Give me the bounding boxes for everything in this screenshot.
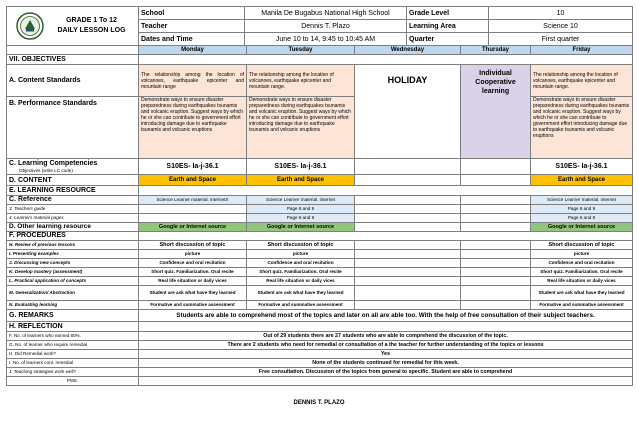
- procedure-discussing-tuesday: Confidence and oral recitation: [247, 259, 355, 268]
- competency-blank-wednesday: [355, 159, 461, 175]
- dates-label: Dates and Time: [139, 33, 245, 46]
- procedure-label-evaluating: N. Evaluating learning: [7, 301, 139, 310]
- performance-standards-friday: Demonstrate ways to ensure disaster preparedness during earthquakes tsunamis and volcanic eruption. Suggest ways by which he or she can contribute to government effort introducing damage due to earthquake tsunamis and volcanic eruptions: [531, 97, 633, 159]
- teacher-value: Dennis T. Plazo: [245, 20, 407, 33]
- day-header-blank: [7, 46, 139, 55]
- procedure-discussing-friday: Confidence and oral recitation: [531, 259, 633, 268]
- reference-friday: Science Learner material. internet: [531, 196, 633, 205]
- teachers-guide-tuesday: Page 6 and 9: [247, 205, 355, 214]
- content-blank-wednesday: [355, 175, 461, 186]
- dates-value: June 10 to 14, 9:45 to 10:45 AM: [245, 33, 407, 46]
- day-tuesday: Tuesday: [247, 46, 355, 55]
- procedure-mastery-monday: Short quiz. Familiarization. Oral recite: [139, 268, 247, 277]
- content-standards-label: A. Content Standards: [7, 65, 139, 97]
- competencies-sublabel: Objectives (write LC code): [19, 167, 73, 173]
- reflection-pms-text: [139, 377, 633, 386]
- teachers-guide-blank-thursday: [461, 205, 531, 214]
- objectives-heading: VII. OBJECTIVES: [7, 55, 139, 65]
- competencies-label: C. Learning Competencies: [9, 159, 98, 167]
- school-seal-icon: [15, 11, 45, 41]
- content-blank-thursday: [461, 175, 531, 186]
- learners-material-friday: Page 6 and 9: [531, 214, 633, 223]
- reference-blank-thursday: [461, 196, 531, 205]
- lesson-table: [6, 45, 633, 386]
- procedure-label-mastery: K. Develop mastery (assessment): [7, 268, 139, 277]
- procedure-generalization-friday: Student are ask what have they learned: [531, 286, 633, 301]
- procedure-generalization-blank-wednesday: [355, 286, 461, 301]
- procedure-label-discussing: J. Discussing new concepts: [7, 259, 139, 268]
- procedure-examples-blank-wednesday: [355, 250, 461, 259]
- day-friday: Friday: [531, 46, 633, 55]
- procedure-label-application: L. Practical application of concepts: [7, 277, 139, 286]
- procedure-evaluating-friday: Formative and summative assessment: [531, 301, 633, 310]
- procedure-evaluating-blank-thursday: [461, 301, 531, 310]
- learners-material-blank-thursday: [461, 214, 531, 223]
- remarks-label: G. REMARKS: [7, 310, 139, 322]
- reference-label: C. Reference: [7, 196, 139, 205]
- procedure-mastery-blank-wednesday: [355, 268, 461, 277]
- competency-code-friday: S10ES- Ia-j-36.1: [531, 159, 633, 175]
- teachers-guide-friday: Page 6 and 9: [531, 205, 633, 214]
- reflection-label-continued: I. No. of learners cont. remedial: [7, 359, 139, 368]
- procedure-examples-tuesday: picture: [247, 250, 355, 259]
- holiday-cell: [355, 65, 461, 159]
- learning-resource-label: E. LEARNING RESOURCE: [7, 186, 139, 196]
- grade-level-label: Grade Level: [407, 7, 489, 20]
- reflection-label-remedial: G. No. of learner who require remedial: [7, 341, 139, 350]
- header-table: [6, 6, 633, 46]
- thursday-activity-cell: [461, 65, 531, 159]
- procedure-application-monday: Real life situation or daily vices: [139, 277, 247, 286]
- procedure-application-blank-thursday: [461, 277, 531, 286]
- content-standards-tuesday: The relationship among the location of volcanoes, earthquake epicenter and mountain range.: [247, 65, 355, 97]
- other-resource-tuesday: Google or Internet source: [247, 223, 355, 232]
- procedure-evaluating-tuesday: Formative and summative assessment: [247, 301, 355, 310]
- reflection-label-80: F. No. of learners who earned 80%.: [7, 332, 139, 341]
- reflection-label-did-remedial: H. Did Remedial work?: [7, 350, 139, 359]
- other-resource-monday: Google or Internet source: [139, 223, 247, 232]
- competencies-label-cell: [7, 159, 139, 175]
- day-monday: Monday: [139, 46, 247, 55]
- header-logo-cell: [7, 7, 139, 46]
- reflection-label-strategies: J. Teaching strategies work well?: [7, 368, 139, 377]
- reflection-remedial-text: There are 2 students who need for remedial or consultation of a the teacher for further understanding of the topics or lessons: [139, 341, 633, 350]
- grade-range-label: GRADE 1 To 12: [66, 17, 117, 24]
- quarter-value: First quarter: [489, 33, 633, 46]
- procedure-examples-friday: picture: [531, 250, 633, 259]
- procedure-review-monday: Short discussion of topic: [139, 241, 247, 250]
- content-standards-monday: The relationship among the location of volcanoes, earthquake epicenter and mountain range: [139, 65, 247, 97]
- performance-standards-tuesday: Demonstrate ways to ensure disaster preparedness during earthquakes tsunamis and volcanic eruption. Suggest ways by which he or she can contribute to government effort introducing damage due to earthquake tsunamis and volcanic eruptions: [247, 97, 355, 159]
- procedure-generalization-tuesday: Student are ask what have they learned: [247, 286, 355, 301]
- procedure-discussing-monday: Confidence and oral recitation: [139, 259, 247, 268]
- other-resource-blank-thursday: [461, 223, 531, 232]
- procedure-discussing-blank-wednesday: [355, 259, 461, 268]
- competency-code-tuesday: S10ES- Ia-j-36.1: [247, 159, 355, 175]
- footer-teacher-name: DENNIS T. PLAZO: [293, 400, 345, 406]
- quarter-label: Quarter: [407, 33, 489, 46]
- remarks-text: Students are able to comprehend most of the topics and later on all are able too. With the help of free consultation of their subject teachers.: [139, 310, 633, 322]
- reference-tuesday: Science Learner material. internet: [247, 196, 355, 205]
- thursday-activity-label: Individual Cooperative learning: [475, 70, 516, 95]
- procedure-review-blank-wednesday: [355, 241, 461, 250]
- learning-resource-blank: [139, 186, 633, 196]
- content-tuesday: Earth and Space: [247, 175, 355, 186]
- procedures-blank: [139, 232, 633, 241]
- school-value: Manila De Bugabus National High School: [245, 7, 407, 20]
- content-monday: Earth and Space: [139, 175, 247, 186]
- procedure-discussing-blank-thursday: [461, 259, 531, 268]
- content-friday: Earth and Space: [531, 175, 633, 186]
- procedure-application-friday: Real life situation or daily vices: [531, 277, 633, 286]
- day-thursday: Thursday: [461, 46, 531, 55]
- competency-blank-thursday: [461, 159, 531, 175]
- reflection-80-text: Out of 29 students there are 27 students who are able to comprehend the discussion of the topic.: [139, 332, 633, 341]
- reflection-continued-text: None of the students continued for remedial for this week.: [139, 359, 633, 368]
- procedure-label-examples: I. Presenting examples: [7, 250, 139, 259]
- daily-lesson-log-label: DAILY LESSON LOG: [57, 27, 126, 34]
- procedure-review-tuesday: Short discussion of topic: [247, 241, 355, 250]
- procedure-generalization-blank-thursday: [461, 286, 531, 301]
- teacher-label: Teacher: [139, 20, 245, 33]
- grade-level-value: 10: [489, 7, 633, 20]
- content-standards-friday: The relationship among the location of volcanoes, earthquake epicenter and mountain range.: [531, 65, 633, 97]
- learners-material-tuesday: Page 6 and 9: [247, 214, 355, 223]
- reflection-label: H. REFLECTION: [7, 322, 139, 332]
- performance-standards-monday: Demonstrate ways to ensure disaster preparedness during earthquakes tsunamis and volcanic eruption. Suggest ways by which he or she can contribute to government effort introducing damage due to earthquake tsunamis and volcanic eruptions: [139, 97, 247, 159]
- lesson-log-page: [6, 6, 632, 406]
- learners-material-blank-wednesday: [355, 214, 461, 223]
- procedure-generalization-monday: Student are ask what have they learned: [139, 286, 247, 301]
- teachers-guide-label: 3. Teachers guide: [7, 205, 139, 214]
- reflection-blank: [139, 322, 633, 332]
- teachers-guide-monday: [139, 205, 247, 214]
- procedures-label: F. PROCEDURES: [7, 232, 139, 241]
- learning-area-value: Science 10: [489, 20, 633, 33]
- procedure-evaluating-blank-wednesday: [355, 301, 461, 310]
- reference-blank-wednesday: [355, 196, 461, 205]
- procedure-label-generalization: M. Generalization/ Abstraction: [7, 286, 139, 301]
- procedure-examples-monday: picture: [139, 250, 247, 259]
- reflection-did-remedial-text: Yes: [139, 350, 633, 359]
- other-resource-friday: Google or Internet source: [531, 223, 633, 232]
- other-resource-blank-wednesday: [355, 223, 461, 232]
- procedure-mastery-friday: Short quiz. Familiarization. Oral recite: [531, 268, 633, 277]
- reflection-label-pms: PMS.: [7, 377, 139, 386]
- learners-material-label: 4. Learners material pages: [7, 214, 139, 223]
- day-wednesday: Wednesday: [355, 46, 461, 55]
- school-label: School: [139, 7, 245, 20]
- reference-monday: Science Learner material. internetX: [139, 196, 247, 205]
- procedure-label-review: H. Review of previous lessons: [7, 241, 139, 250]
- learning-area-label: Learning Area: [407, 20, 489, 33]
- other-resource-label: D. Other learning resource: [7, 223, 139, 232]
- objectives-blank: [139, 55, 633, 65]
- competency-code-monday: S10ES- Ia-j-36.1: [139, 159, 247, 175]
- procedure-evaluating-monday: Formative and summative assessment: [139, 301, 247, 310]
- procedure-application-tuesday: Real life situation or daily vices: [247, 277, 355, 286]
- procedure-mastery-tuesday: Short quiz. Familiarization. Oral recite: [247, 268, 355, 277]
- procedure-examples-blank-thursday: [461, 250, 531, 259]
- procedure-application-blank-wednesday: [355, 277, 461, 286]
- procedure-mastery-blank-thursday: [461, 268, 531, 277]
- procedure-review-blank-thursday: [461, 241, 531, 250]
- teachers-guide-blank-wednesday: [355, 205, 461, 214]
- reflection-strategies-text: Free consultation. Discussion of the topics from general to specific. Student are able to comprehend: [139, 368, 633, 377]
- learners-material-monday: [139, 214, 247, 223]
- content-label: D. CONTENT: [7, 175, 139, 186]
- holiday-label: HOLIDAY: [387, 75, 428, 85]
- performance-standards-label: B. Performance Standards: [7, 97, 139, 159]
- procedure-review-friday: Short discussion of topic: [531, 241, 633, 250]
